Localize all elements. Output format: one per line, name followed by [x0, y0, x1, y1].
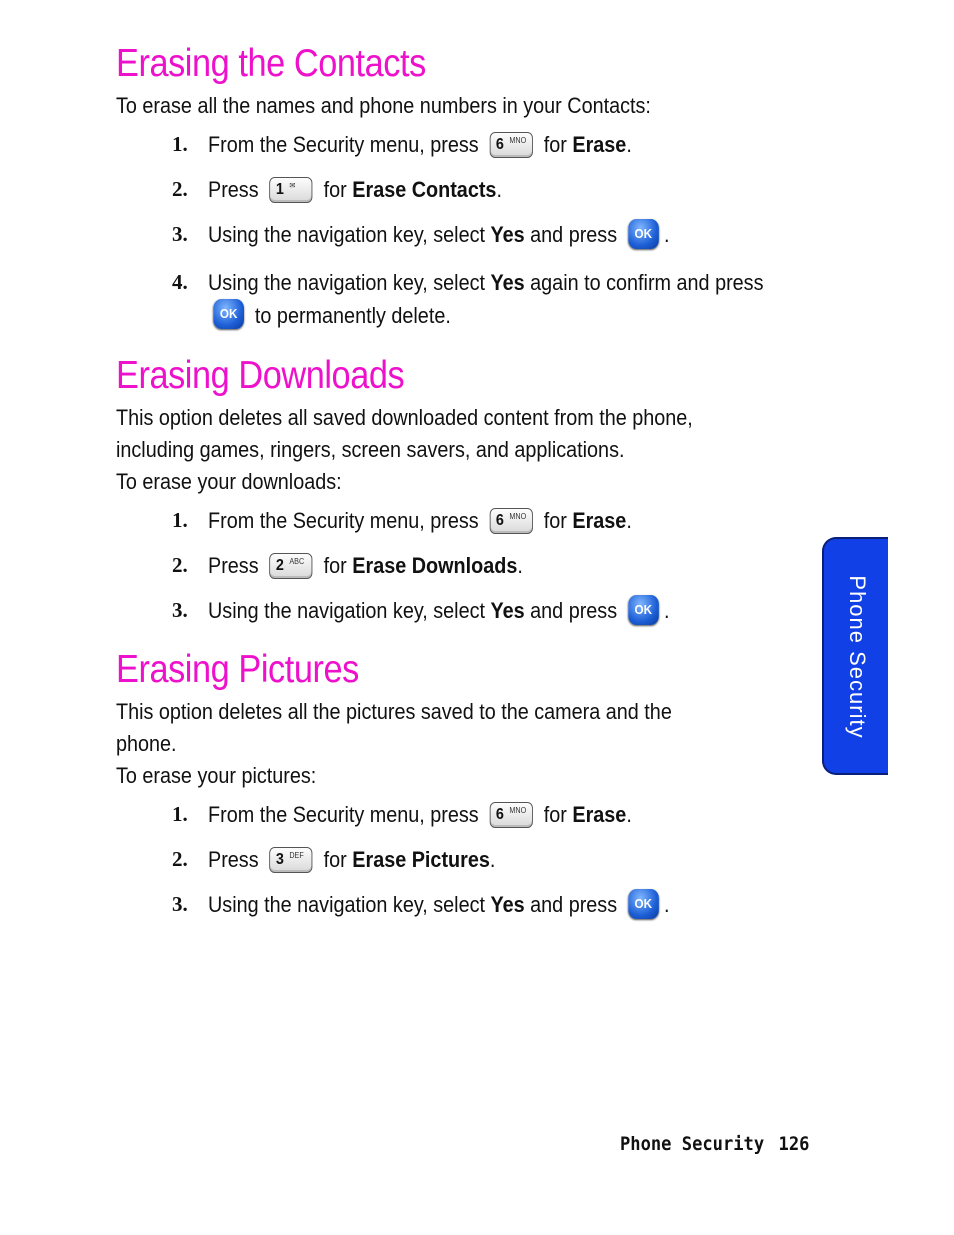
- section-intro: To erase your pictures:: [116, 763, 317, 789]
- steps-list-contacts: [116, 128, 816, 334]
- chapter-tab-label: Phone Security: [845, 575, 870, 739]
- steps-list-pictures: [116, 798, 816, 924]
- chapter-side-tab: [822, 537, 888, 775]
- ok-key-icon: OK: [628, 889, 659, 919]
- section-intro: To erase all the names and phone numbers in your Contacts:: [116, 93, 651, 118]
- step-number: 3.: [172, 222, 188, 246]
- section-title-contacts: Erasing the Contacts: [116, 42, 426, 85]
- key-1-icon: 1 ✉: [270, 177, 313, 203]
- step-item: 1. From the Security menu, press 6 MNO for Erase.: [116, 128, 816, 161]
- section-intro: including games, ringers, screen savers, and applications.: [116, 437, 625, 463]
- step-item: 2. Press 1 ✉ for Erase Contacts.: [116, 173, 816, 206]
- footer-section-name: Phone Security: [620, 1133, 765, 1155]
- step-item: 1. From the Security menu, press 6 MNO for Erase.: [116, 798, 816, 831]
- section-intro: To erase your downloads:: [116, 469, 342, 495]
- step-item: 3. Using the navigation key, select Yes and press OK .: [116, 888, 816, 924]
- step-item: 1. From the Security menu, press 6 MNO for Erase.: [116, 504, 816, 537]
- step-number: 2.: [172, 553, 188, 578]
- section-title-downloads: Erasing Downloads: [116, 354, 405, 398]
- step-number: 3.: [172, 598, 188, 623]
- key-3-icon: 3 DEF: [270, 847, 313, 873]
- ok-key-icon: OK: [213, 299, 244, 329]
- step-item: 3. Using the navigation key, select Yes and press OK .: [116, 594, 816, 630]
- step-item: 2. Press 3 DEF for Erase Pictures.: [116, 843, 816, 876]
- step-number: 4.: [172, 269, 188, 294]
- step-item: 3. Using the navigation key, select Yes and press OK .: [116, 218, 816, 254]
- key-6-icon: 6 MNO: [490, 132, 533, 158]
- step-item: 2. Press 2 ABC for Erase Downloads.: [116, 549, 816, 582]
- key-6-icon: 6 MNO: [490, 508, 533, 534]
- key-2-icon: 2 ABC: [270, 553, 313, 579]
- key-6-icon: 6 MNO: [490, 802, 533, 828]
- ok-key-icon: OK: [628, 595, 659, 625]
- page-content: [116, 38, 816, 924]
- page-number: 126: [778, 1133, 810, 1155]
- ok-key-icon: OK: [628, 219, 659, 249]
- section-intro: This option deletes all the pictures saved to the camera and the: [116, 699, 672, 725]
- step-item: 4. Using the navigation key, select Yes again to confirm and press OK to permanently delete.: [116, 266, 816, 335]
- section-intro: phone.: [116, 731, 177, 757]
- step-number: 2.: [172, 177, 188, 201]
- step-number: 1.: [172, 802, 188, 827]
- step-number: 2.: [172, 847, 188, 872]
- section-title-pictures: Erasing Pictures: [116, 648, 359, 692]
- step-number: 1.: [172, 508, 188, 533]
- page-footer: [620, 1133, 809, 1155]
- step-number: 1.: [172, 132, 188, 156]
- steps-list-downloads: [116, 504, 816, 630]
- step-number: 3.: [172, 892, 188, 917]
- section-intro: This option deletes all saved downloaded content from the phone,: [116, 405, 693, 431]
